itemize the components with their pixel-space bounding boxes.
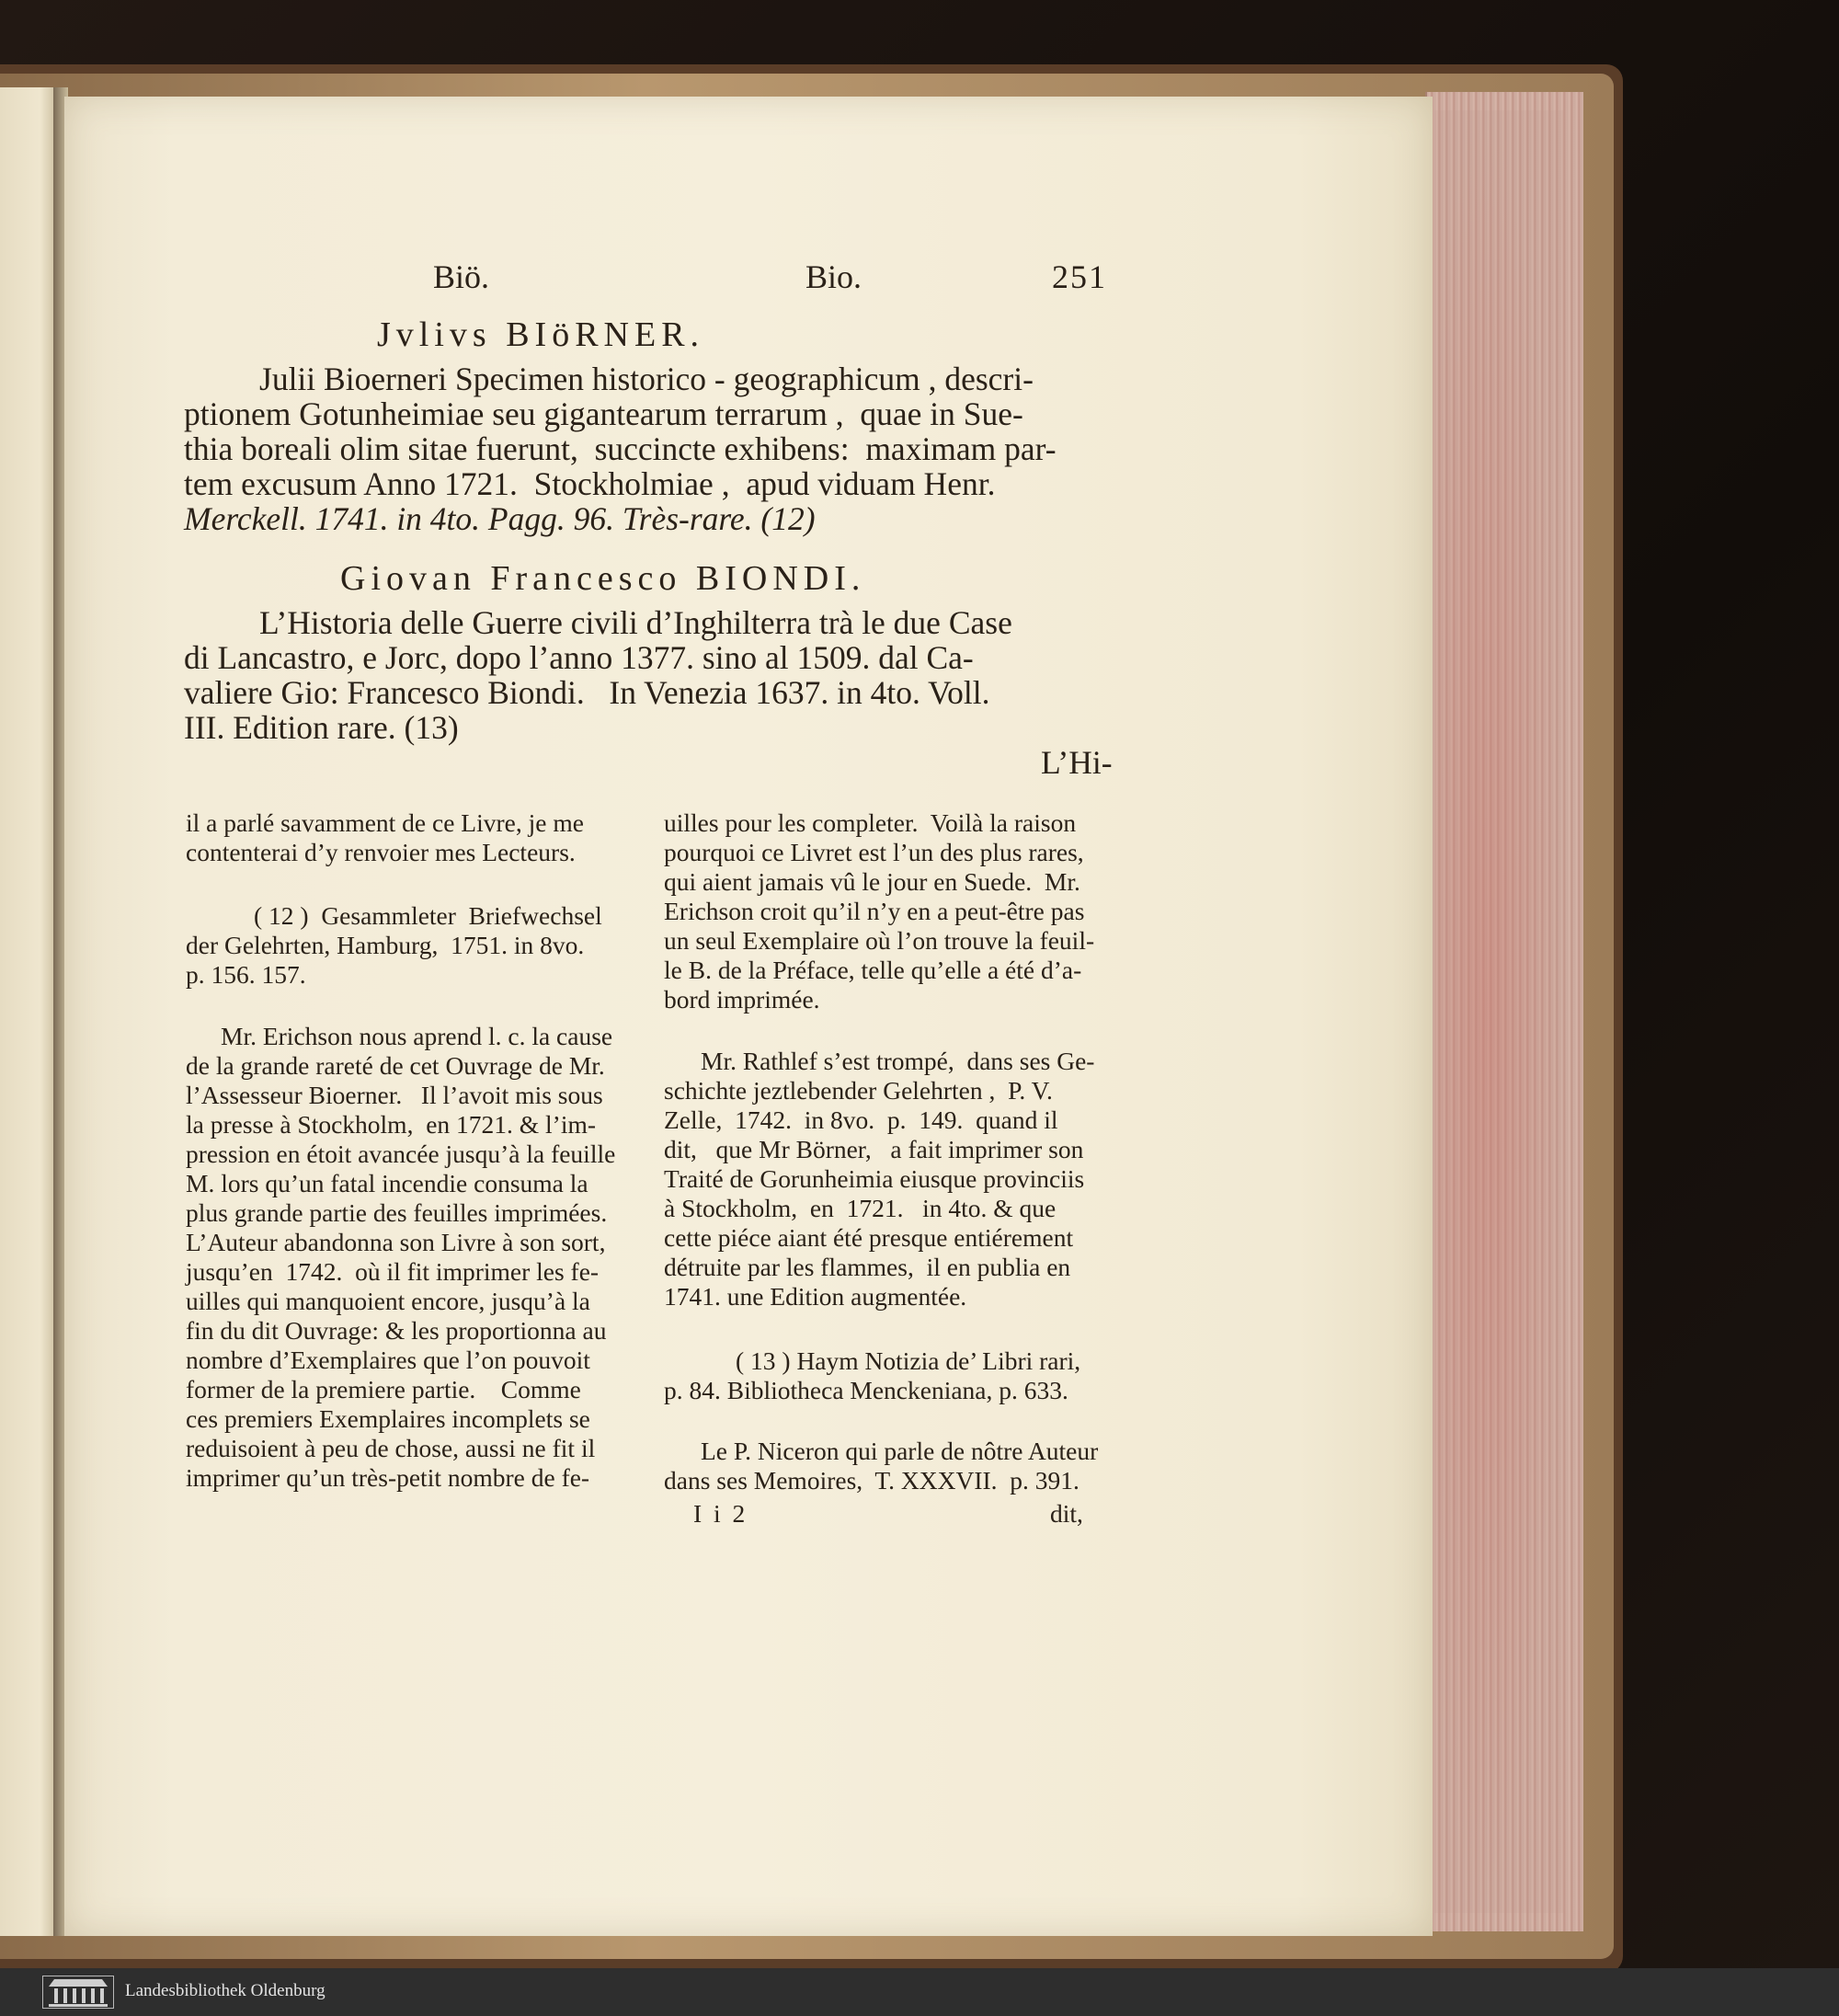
right-col-line: un seul Exemplaire où l’on trouve la feuil- bbox=[664, 926, 1095, 955]
entry2-line: di Lancastro, e Jorc, dopo l’anno 1377. sino al 1509. dal Ca- bbox=[184, 639, 974, 676]
facing-page-edge bbox=[0, 87, 57, 1936]
entry1-line: Julii Bioerneri Specimen historico - geographicum , descri- bbox=[259, 361, 1034, 397]
right-col-line: qui aient jamais vû le jour en Suede. Mr. bbox=[664, 867, 1080, 896]
entry1-line: Merckell. 1741. in 4to. Pagg. 96. Très-rare. (12) bbox=[184, 500, 816, 537]
entry2-line: III. Edition rare. (13) bbox=[184, 709, 459, 746]
left-col-line: imprimer qu’un très-petit nombre de fe- bbox=[186, 1463, 590, 1492]
right-col-line: Erichson croit qu’il n’y en a peut-être pas bbox=[664, 897, 1085, 925]
left-col-line: L’Auteur abandonna son Livre à son sort, bbox=[186, 1228, 606, 1256]
left-col-line: uilles qui manquoient encore, jusqu’à la bbox=[186, 1287, 590, 1315]
left-col-line: M. lors qu’un fatal incendie consuma la bbox=[186, 1169, 588, 1197]
left-col-line: de la grande rareté de cet Ouvrage de Mr. bbox=[186, 1051, 605, 1080]
entry1-line: ptionem Gotunheimiae seu gigantearum terrarum , quae in Sue- bbox=[184, 395, 1023, 432]
left-col-line: fin du dit Ouvrage: & les proportionna au bbox=[186, 1316, 607, 1345]
left-col-line: ( 12 ) Gesammleter Briefwechsel bbox=[254, 901, 602, 930]
left-col-line: l’Assesseur Bioerner. Il l’avoit mis sous bbox=[186, 1081, 603, 1109]
entry1-heading: Jvlivs BIöRNER. bbox=[377, 315, 705, 354]
right-col-line: Mr. Rathlef s’est trompé, dans ses Ge- bbox=[701, 1047, 1095, 1075]
left-col-line: p. 156. 157. bbox=[186, 960, 306, 989]
fore-edge-stain bbox=[1434, 110, 1563, 1913]
left-col-line: il a parlé savamment de ce Livre, je me bbox=[186, 808, 584, 837]
entry2-line: valiere Gio: Francesco Biondi. In Venezia 1637. in 4to. Voll. bbox=[184, 674, 990, 711]
header-center: Bio. bbox=[805, 258, 862, 295]
left-col-line: former de la premiere partie. Comme bbox=[186, 1375, 581, 1403]
right-col-line: le B. de la Préface, telle qu’elle a été d’a- bbox=[664, 956, 1082, 984]
entry2-catchword: L’Hi- bbox=[1041, 744, 1113, 781]
entry1-line: thia boreali olim sitae fuerunt, succincte exhibens: maximam par- bbox=[184, 430, 1057, 467]
library-name: Landesbibliothek Oldenburg bbox=[125, 1981, 326, 2000]
left-col-line: contenterai d’y renvoier mes Lecteurs. bbox=[186, 838, 576, 866]
left-col-line: la presse à Stockholm, en 1721. & l’im- bbox=[186, 1110, 597, 1139]
right-col-line: Traité de Gorunheimia eiusque provinciis bbox=[664, 1164, 1085, 1193]
right-col-line: à Stockholm, en 1721. in 4to. & que bbox=[664, 1194, 1057, 1222]
signature-mark: I i 2 bbox=[693, 1499, 748, 1528]
right-col-line: 1741. une Edition augmentée. bbox=[664, 1282, 967, 1311]
page-number: 251 bbox=[1052, 258, 1107, 295]
right-col-line: ( 13 ) Haym Notizia de’ Libri rari, bbox=[736, 1346, 1081, 1375]
right-col-line: Zelle, 1742. in 8vo. p. 149. quand il bbox=[664, 1105, 1058, 1134]
left-col-line: ces premiers Exemplaires incomplets se bbox=[186, 1404, 590, 1433]
entry2-line: L’Historia delle Guerre civili d’Inghilterra trà le due Case bbox=[259, 604, 1012, 641]
right-col-line: dit, que Mr Börner, a fait imprimer son bbox=[664, 1135, 1084, 1163]
left-col-line: der Gelehrten, Hamburg, 1751. in 8vo. bbox=[186, 931, 585, 959]
right-col-line: cette piéce aiant été presque entiérement bbox=[664, 1223, 1074, 1252]
right-col-line: p. 84. Bibliotheca Menckeniana, p. 633. bbox=[664, 1376, 1068, 1404]
left-col-line: Mr. Erichson nous aprend l. c. la cause bbox=[221, 1022, 613, 1050]
viewer-footer bbox=[0, 1968, 1839, 2016]
entry1-line: tem excusum Anno 1721. Stockholmiae , apud viduam Henr. bbox=[184, 465, 996, 502]
left-col-line: nombre d’Exemplaires que l’on pouvoit bbox=[186, 1346, 590, 1374]
right-col-line: pourquoi ce Livret est l’un des plus rares, bbox=[664, 838, 1084, 866]
header-left: Biö. bbox=[433, 258, 490, 295]
right-col-line: détruite par les flammes, il en publia en bbox=[664, 1253, 1071, 1281]
right-col-line: uilles pour les completer. Voilà la raison bbox=[664, 808, 1077, 837]
entry2-heading: Giovan Francesco BIONDI. bbox=[340, 559, 866, 598]
left-col-line: jusqu’en 1742. où il fit imprimer les fe- bbox=[186, 1257, 600, 1286]
right-col-line: Le P. Niceron qui parle de nôtre Auteur bbox=[701, 1437, 1099, 1465]
right-col-line: dans ses Memoires, T. XXXVII. p. 391. bbox=[664, 1466, 1079, 1495]
left-col-line: pression en étoit avancée jusqu’à la feuille bbox=[186, 1140, 616, 1168]
book-page bbox=[64, 97, 1433, 1936]
library-logo-icon bbox=[42, 1976, 114, 2009]
right-catchword: dit, bbox=[1050, 1499, 1083, 1528]
left-col-line: plus grande partie des feuilles imprimées. bbox=[186, 1198, 608, 1227]
right-col-line: bord imprimée. bbox=[664, 985, 820, 1014]
left-col-line: reduisoient à peu de chose, aussi ne fit il bbox=[186, 1434, 596, 1462]
right-col-line: schichte jeztlebender Gelehrten , P. V. bbox=[664, 1076, 1053, 1105]
